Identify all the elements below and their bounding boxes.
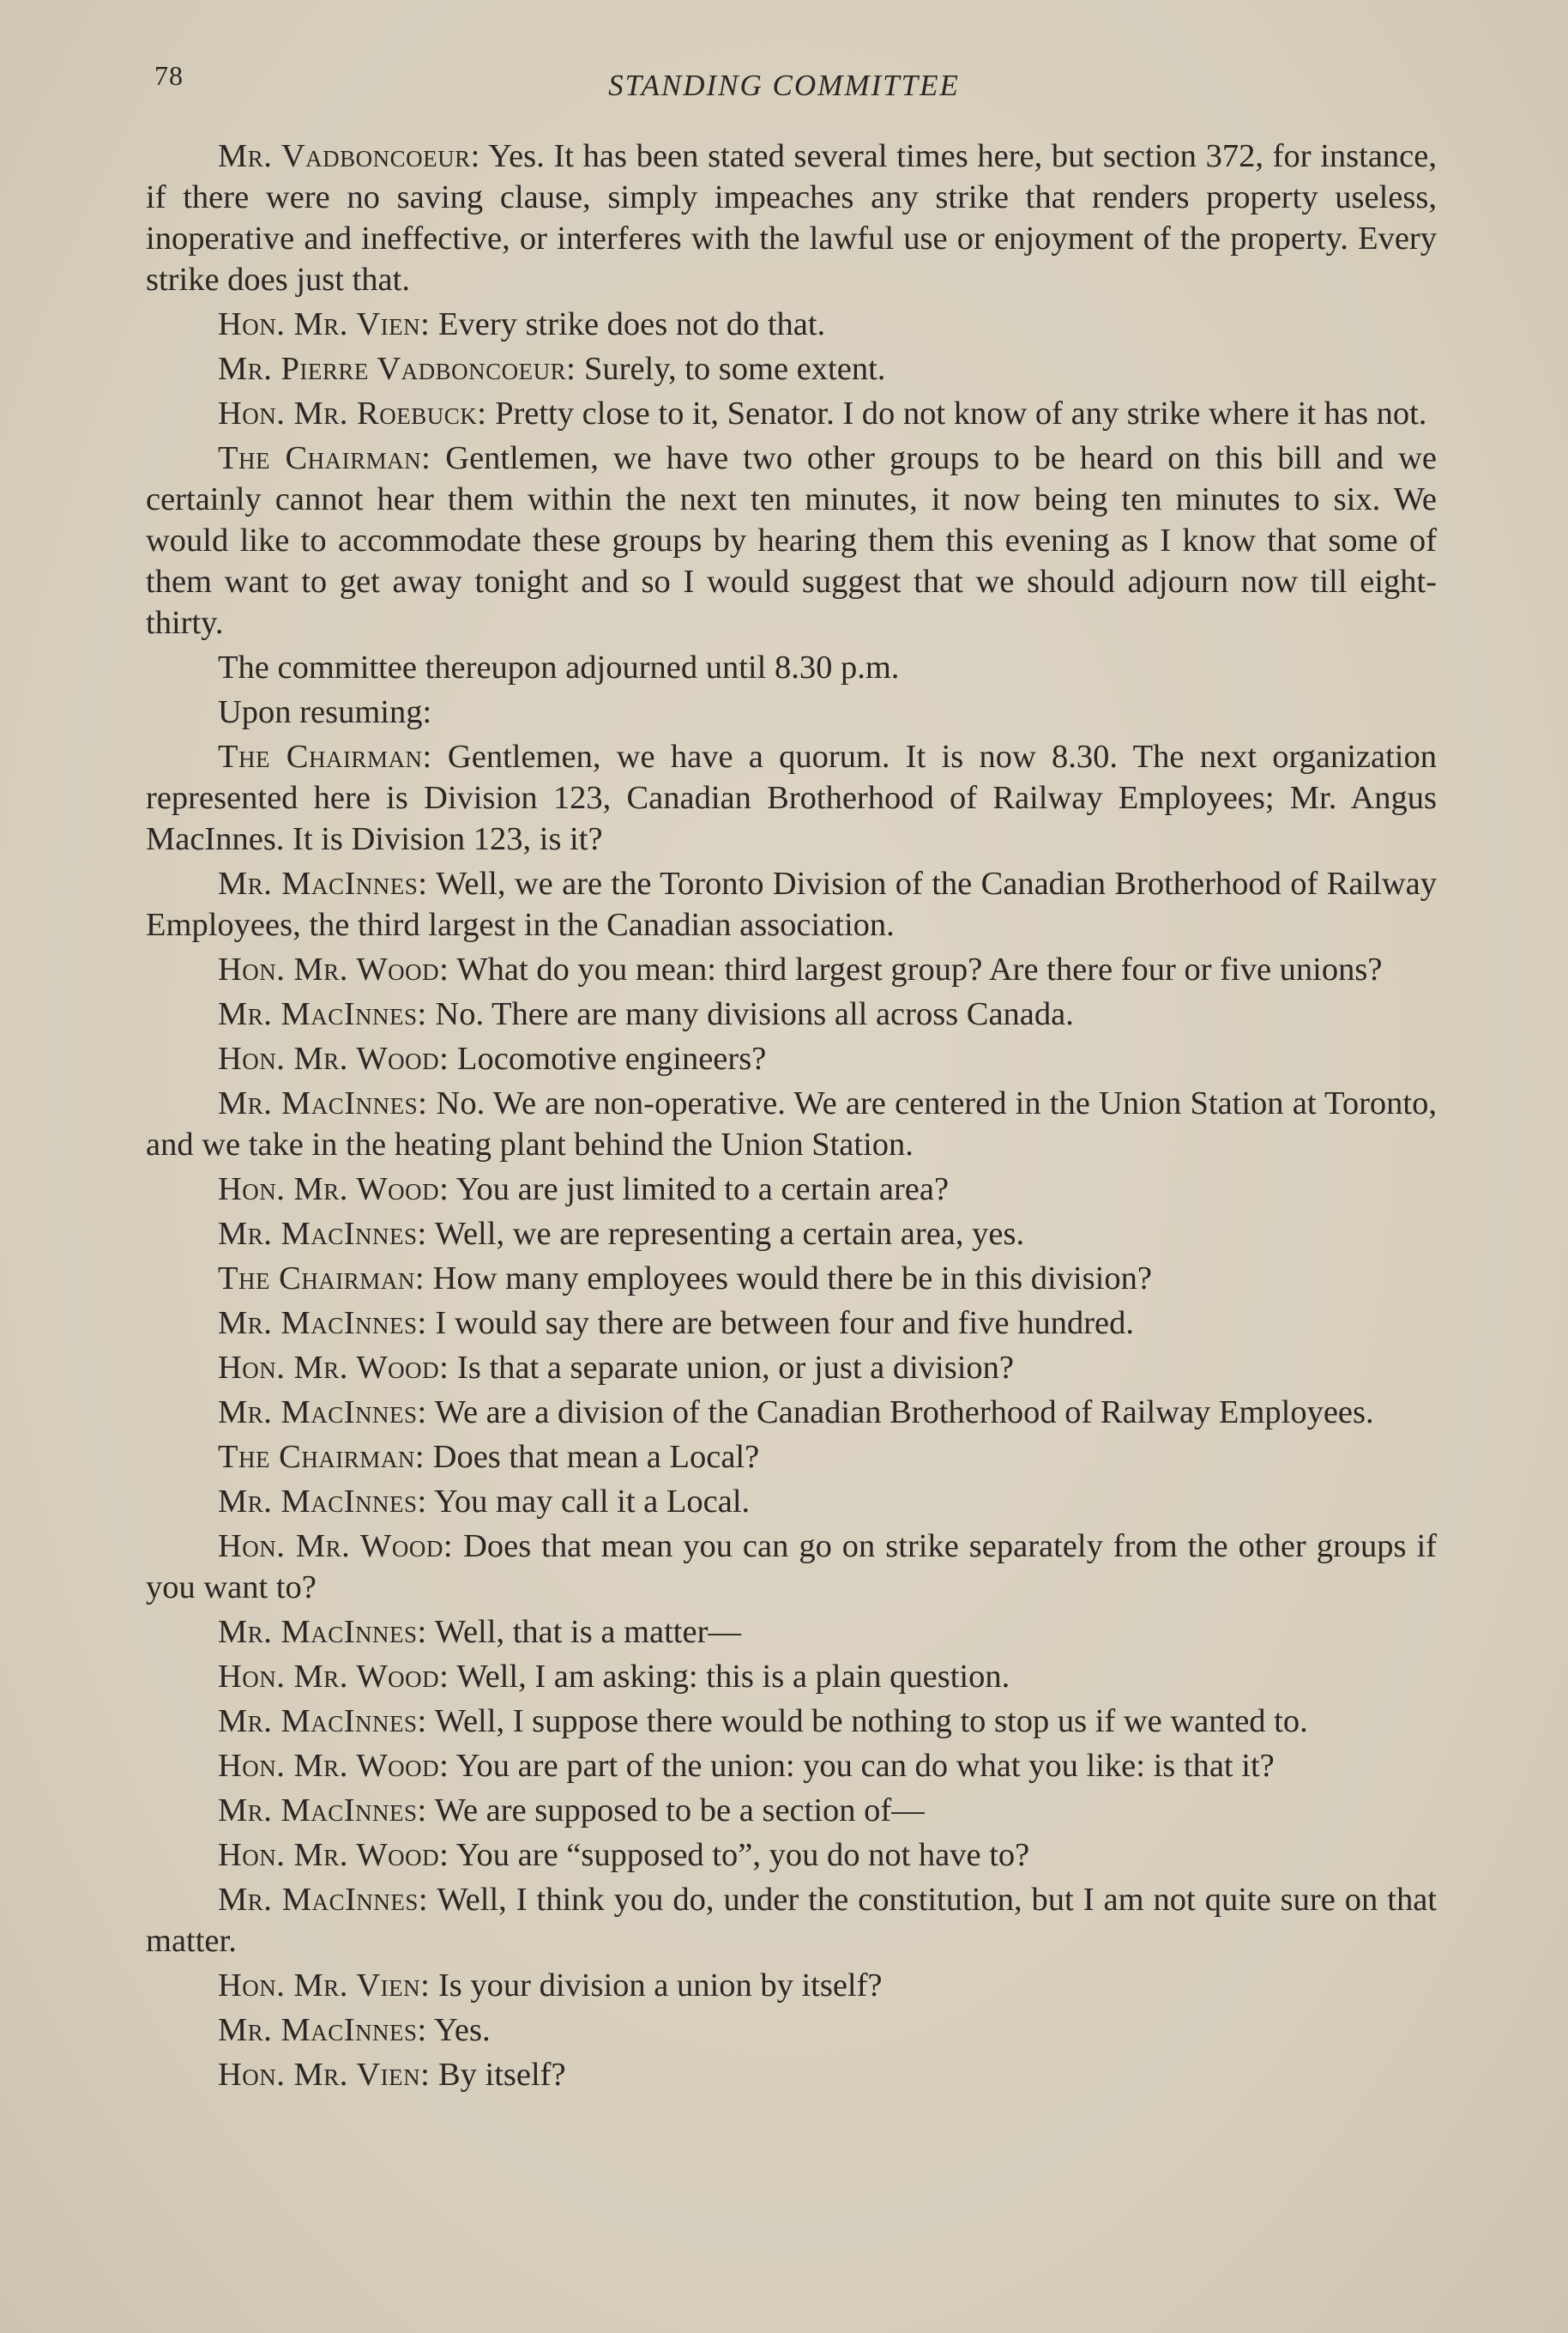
transcript-paragraph bbox=[146, 1790, 1437, 1831]
speaker-name: Hon. Mr. Wood: bbox=[218, 1659, 449, 1695]
speech-text: Pretty close to it, Senator. I do not know of any strike where it has not. bbox=[495, 396, 1427, 432]
transcript-paragraph bbox=[146, 1302, 1437, 1344]
speech-text: Well, I suppose there would be nothing to stop us if we wanted to. bbox=[434, 1703, 1308, 1739]
speaker-name: Mr. MacInnes: bbox=[218, 996, 427, 1032]
speaker-name: Hon. Mr. Wood: bbox=[218, 952, 449, 988]
speaker-name: Mr. MacInnes: bbox=[218, 1882, 429, 1918]
transcript-paragraph bbox=[146, 863, 1437, 946]
speaker-name: Hon. Mr. Vien: bbox=[218, 1967, 431, 2004]
speech-text: Surely, to some extent. bbox=[583, 351, 886, 387]
speech-text: Does that mean you can go on strike separately from the other groups if you want to? bbox=[146, 1528, 1437, 1605]
transcript-paragraph bbox=[146, 393, 1437, 434]
speaker-name: Mr. MacInnes: bbox=[218, 1484, 427, 1520]
transcript-paragraph bbox=[146, 1611, 1437, 1653]
transcript-paragraph bbox=[146, 136, 1437, 300]
transcript-paragraph bbox=[146, 1038, 1437, 1079]
speech-text: I would say there are between four and five hundred. bbox=[435, 1305, 1134, 1341]
speech-text: Well, that is a matter— bbox=[434, 1614, 741, 1650]
speech-text: Gentlemen, we have a quorum. It is now 8.30. The next organization represented here is Division 123, Canadian Brotherhood of Railway Employees; Mr. Angus MacInnes. It is Division 123, is it? bbox=[146, 739, 1438, 857]
transcript-paragraph bbox=[146, 736, 1437, 860]
speaker-name: Mr. Pierre Vadboncoeur: bbox=[218, 351, 576, 387]
speech-text: You are “supposed to”, you do not have to? bbox=[455, 1837, 1030, 1873]
transcript-paragraph bbox=[146, 1169, 1437, 1210]
speaker-name: The Chairman: bbox=[218, 440, 431, 476]
running-head: STANDING COMMITTEE bbox=[608, 69, 960, 102]
transcript-paragraph bbox=[146, 1834, 1437, 1876]
speaker-name: Hon. Mr. Wood: bbox=[218, 1350, 449, 1386]
speech-text: By itself? bbox=[437, 2057, 566, 2093]
transcript-paragraph bbox=[146, 438, 1437, 644]
transcript-paragraph bbox=[146, 1656, 1437, 1697]
transcript-paragraph bbox=[146, 2054, 1437, 2095]
speaker-name: Mr. MacInnes: bbox=[218, 1305, 427, 1341]
speaker-name: Mr. MacInnes: bbox=[218, 1216, 427, 1252]
transcript-body bbox=[146, 136, 1437, 2099]
speech-text: Yes. It has been stated several times here, but section 372, for instance, if there were no saving clause, simply impeaches any strike that renders property useless, inoperative and ineffective, or interferes with the lawful use or enjoyment of the property. Every strike does just that. bbox=[146, 138, 1437, 298]
speech-text: Well, we are representing a certain area, yes. bbox=[434, 1216, 1025, 1252]
speaker-name: Hon. Mr. Vien: bbox=[218, 306, 431, 342]
speaker-name: Mr. Vadboncoeur: bbox=[218, 138, 480, 174]
speech-text: Gentlemen, we have two other groups to be heard on this bill and we certainly cannot hear them within the next ten minutes, it now being ten minutes to six. We would like to accommodate these groups by hearing them this evening as I know that some of them want to get away tonight and so I would suggest that we should adjourn now till eight-thirty. bbox=[146, 440, 1437, 641]
speech-text: How many employees would there be in this division? bbox=[432, 1260, 1152, 1296]
speech-text: Every strike does not do that. bbox=[437, 306, 826, 342]
speaker-name: The Chairman: bbox=[218, 1260, 425, 1296]
transcript-paragraph bbox=[146, 2010, 1437, 2051]
transcript-paragraph bbox=[146, 1213, 1437, 1254]
speaker-name: Hon. Mr. Wood: bbox=[218, 1041, 449, 1077]
transcript-paragraph bbox=[146, 1879, 1437, 1961]
speech-text: Does that mean a Local? bbox=[432, 1439, 760, 1475]
speech-text: You may call it a Local. bbox=[433, 1484, 751, 1520]
speaker-name: Mr. MacInnes: bbox=[218, 1085, 428, 1121]
speaker-name: Mr. MacInnes: bbox=[218, 1394, 427, 1430]
speech-text: Well, I am asking: this is a plain question. bbox=[456, 1659, 1010, 1695]
speaker-name: Hon. Mr. Roebuck: bbox=[218, 396, 487, 432]
speaker-name: Mr. MacInnes: bbox=[218, 1703, 427, 1739]
speaker-name: Mr. MacInnes: bbox=[218, 2012, 427, 2048]
speaker-name: Hon. Mr. Wood: bbox=[218, 1748, 449, 1784]
speech-text: Well, I think you do, under the constitution, but I am not quite sure on that matter. bbox=[146, 1882, 1437, 1959]
speech-text: What do you mean: third largest group? Are there four or five unions? bbox=[456, 952, 1383, 988]
speaker-name: Hon. Mr. Wood: bbox=[218, 1171, 449, 1207]
page-number: 78 bbox=[154, 60, 184, 91]
speech-text: No. We are non-operative. We are centered in the Union Station at Toronto, and we take in the heating plant behind the Union Station. bbox=[146, 1085, 1437, 1163]
transcript-paragraph bbox=[146, 1526, 1437, 1608]
speaker-name: Hon. Mr. Wood: bbox=[218, 1837, 449, 1873]
speech-text: The committee thereupon adjourned until 8.30 p.m. bbox=[218, 650, 900, 686]
speech-text: No. There are many divisions all across Canada. bbox=[435, 996, 1074, 1032]
transcript-paragraph bbox=[146, 949, 1437, 990]
speech-text: Is your division a union by itself? bbox=[437, 1967, 883, 2004]
transcript-paragraph bbox=[146, 1258, 1437, 1299]
transcript-paragraph bbox=[146, 1965, 1437, 2006]
speech-text: Locomotive engineers? bbox=[457, 1041, 767, 1077]
speech-text: Yes. bbox=[433, 2012, 491, 2048]
speech-text: You are just limited to a certain area? bbox=[455, 1171, 950, 1207]
transcript-paragraph bbox=[146, 304, 1437, 345]
speech-text: You are part of the union: you can do what you like: is that it? bbox=[455, 1748, 1275, 1784]
transcript-paragraph bbox=[146, 1481, 1437, 1522]
transcript-paragraph bbox=[146, 692, 1437, 733]
speaker-name: Mr. MacInnes: bbox=[218, 866, 428, 902]
transcript-paragraph bbox=[146, 994, 1437, 1035]
speech-text: Upon resuming: bbox=[218, 694, 432, 730]
speech-text: We are supposed to be a section of— bbox=[434, 1792, 925, 1828]
transcript-paragraph bbox=[146, 1392, 1437, 1433]
speech-text: Is that a separate union, or just a division? bbox=[457, 1350, 1015, 1386]
transcript-paragraph bbox=[146, 1436, 1437, 1478]
speaker-name: Mr. MacInnes: bbox=[218, 1792, 427, 1828]
transcript-paragraph bbox=[146, 647, 1437, 688]
transcript-paragraph bbox=[146, 1745, 1437, 1786]
transcript-paragraph bbox=[146, 1347, 1437, 1388]
speaker-name: The Chairman: bbox=[218, 739, 432, 775]
speaker-name: Mr. MacInnes: bbox=[218, 1614, 427, 1650]
speech-text: We are a division of the Canadian Brotherhood of Railway Employees. bbox=[434, 1394, 1374, 1430]
transcript-paragraph bbox=[146, 1083, 1437, 1165]
speaker-name: The Chairman: bbox=[218, 1439, 425, 1475]
transcript-paragraph bbox=[146, 348, 1437, 390]
transcript-paragraph bbox=[146, 1701, 1437, 1742]
speaker-name: Hon. Mr. Vien: bbox=[218, 2057, 431, 2093]
speech-text: Well, we are the Toronto Division of the Canadian Brotherhood of Railway Employees, the third largest in the Canadian association. bbox=[146, 866, 1437, 943]
speaker-name: Hon. Mr. Wood: bbox=[218, 1528, 454, 1564]
